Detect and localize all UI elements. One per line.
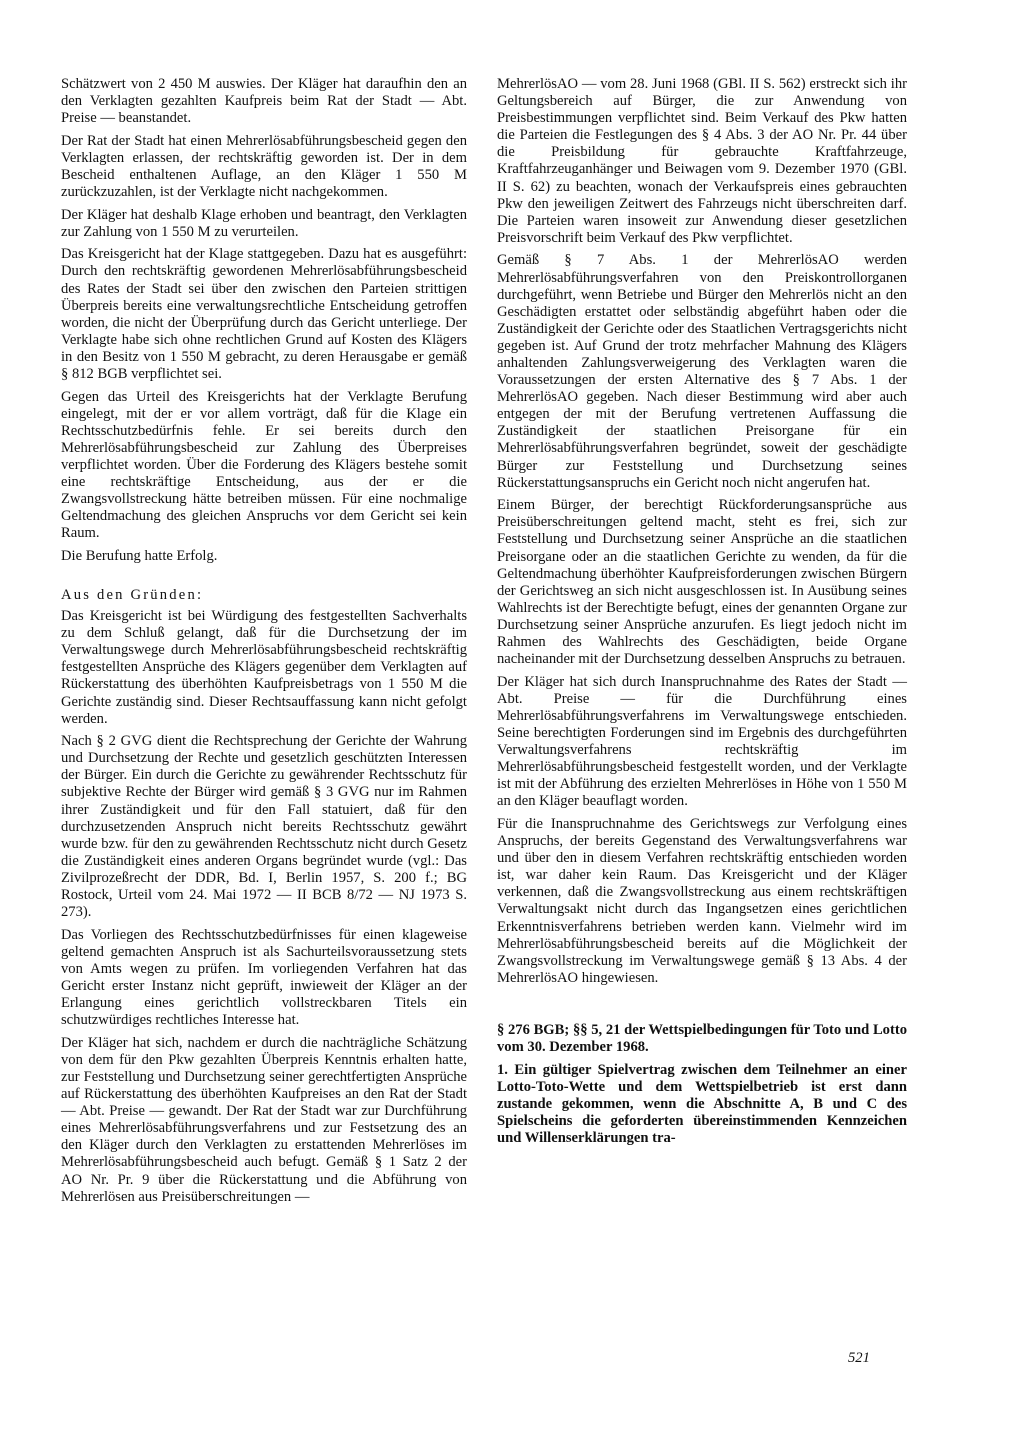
paragraph: MehrerlösAO — vom 28. Juni 1968 (GBl. II S. 562) erstreckt sich ihr Geltungsbereich auf Bürger, die zur Anwendung von Preisbestimmungen verpflichtet sind. Beim Verkauf des Pkw hatten die Parteien die Festlegungen des § 4 Abs. 3 der AO Nr. Pr. 44 über die Preisbildung für gebrauchte Kraftfahrzeuge, Kraftfahrzeuganhänger und Beiwagen vom 9. Dezember 1970 (GBl. II S. 62) zu beachten, wonach der Verkaufspreis eines gebrauchten Pkw den jeweiligen Zeitwert des Fahrzeugs nicht überschreiten darf. Die Parteien waren insoweit zur Anwendung dieser gesetzlichen Preisvorschrift beim Verkauf des Pkw verpflichtet. <box>497 76 907 246</box>
paragraph: Die Berufung hatte Erfolg. <box>61 547 218 564</box>
paragraph: Schätzwert von 2 450 M auswies. Der Kläger hat daraufhin den an den Verklagten gezahlten Kaufpreis beim Rat der Stadt — Abt. Preise — beanstandet. <box>61 76 467 127</box>
paragraph: Der Kläger hat sich durch Inanspruchnahme des Rates der Stadt — Abt. Preise — für die Durchführung eines Mehrerlösabführungsverfahrens im Verwaltungswege entschieden. Seine berechtigten Forderungen sind im Ergebnis des durchgeführten Verwaltungsverfahrens rechtskräftig im Mehrerlösabführungsbescheid festgestellt worden, und der Verklagte ist mit der Abführung des erzielten Mehrerlöses in Höhe von 1 550 M an den Kläger beauflagt worden. <box>497 673 907 810</box>
paragraph: Gegen das Urteil des Kreisgerichts hat der Verklagte Berufung eingelegt, mit der er vor allem vorträgt, daß für die Klage ein Rechtsschutzbedürfnis fehle. Er sei bereits durch den Mehrerlösabführungsbescheid zur Zahlung des Überpreises verpflichtet worden. Über die Forderung des Klägers bestehe somit eine rechtskräftige Entscheidung, aus der er die Zwangsvollstreckung hätte betreiben müssen. Für eine nochmalige Geltendmachung des gleichen Anspruchs vor dem Gericht sei kein Raum. <box>61 388 467 542</box>
section-gap <box>497 992 907 1022</box>
paragraph: Der Kläger hat deshalb Klage erhoben und beantragt, den Verklagten zur Zahlung von 1 550 M zu verurteilen. <box>61 206 467 240</box>
paragraph: Für die Inanspruchnahme des Gerichtswegs zur Verfolgung eines Anspruchs, der bereits Gegenstand des Verwaltungsverfahrens war und über den in diesem Verfahren rechtskräftig entschieden worden ist, war daher kein Raum. Das Kreisgericht und der Kläger verkennen, daß die Zwangsvollstreckung aus einem rechtskräftigen Verwaltungsakt nicht durch das Ingangsetzen eines gerichtlichen Erkenntnisverfahrens betrieben werden kann. Vielmehr wird im Mehrerlösabführungsbescheid bereits auf die Möglichkeit der Zwangsvollstreckung im Verwaltungswege gemäß § 13 Abs. 4 der MehrerlösAO hingewiesen. <box>497 815 907 986</box>
right-column <box>497 76 907 1153</box>
paragraph: Das Kreisgericht hat der Klage stattgegeben. Dazu hat es ausgeführt: Durch den rechtskräftig gewordenen Mehrerlösabführungsbescheid des Rates der Stadt sei über den zwischen den Parteien strittigen Überpreis bereits eine verwaltungsrechtliche Entscheidung getroffen worden, die nicht der Überprüfung durch das Gericht unterliege. Der Verklagte habe sich ohne rechtlichen Grund auf Kosten des Klägers in den Besitz von 1 550 M gebracht, zu deren Herausgabe er gemäß § 812 BGB verpflichtet sei. <box>61 246 467 382</box>
paragraph: Gemäß § 7 Abs. 1 der MehrerlösAO werden Mehrerlösabführungsverfahren von den Preiskontrollorganen durchgeführt, wenn Betriebe und Bürger den Mehrerlös nicht an den Geschädigten erstattet oder selbständig abgeführt haben oder die Zuständigkeit der Gerichte oder des Staatlichen Vertragsgerichts nicht gegeben ist. Auf Grund der trotz mehrfacher Mahnung des Klägers anhaltenden Zahlungsverweigerung des Verklagten waren die Voraussetzungen der ersten Alternative des § 7 Abs. 1 der MehrerlösAO gegeben. Nach dieser Bestimmung wird aber auch entgegen der mit der Berufung vertretenen Auffassung die Zuständigkeit der staatlichen Preisorgane für ein Mehrerlösabführungsverfahren begründet, soweit der geschädigte Bürger zur Feststellung und Durchsetzung seines Rückerstattungsanspruchs ein Gericht noch nicht angerufen hat. <box>497 252 907 491</box>
paragraph: Das Kreisgericht ist bei Würdigung des festgestellten Sachverhalts zu dem Schluß gelangt, daß für die Durchsetzung der im Verwaltungswege durch Mehrerlösabführungsbescheid rechtskräftig festgestellten Ansprüche des Klägers gegenüber dem Verklagten auf Rückerstattung des überhöhten Kaufpreisbetrags von 1 550 M die Gerichte zuständig sind. Dieser Rechtsauffassung kann nicht gefolgt werden. <box>61 608 467 727</box>
paragraph: Nach § 2 GVG dient die Rechtsprechung der Gerichte der Wahrung und Durchsetzung der Rechte und gesetzlich geschützten Interessen der Bürger. Ein durch die Gerichte zu gewährender Rechtsschutz für subjektive Rechte der Bürger wird gemäß § 3 GVG nur im Rahmen ihrer Zuständigkeit und für den Fall statuiert, daß für den durchzusetzenden Anspruch nicht bereits Rechtsschutz gewährt wurde bzw. für den zu gewährenden Rechtsschutz nicht durch Gesetz die Zuständigkeit eines anderen Organs begründet wurde (vgl.: Das Zivilprozeßrecht der DDR, Bd. I, Berlin 1957, S. 200 f.; BG Rostock, Urteil vom 24. Mai 1972 — II BCB 8/72 — NJ 1973 S. 273). <box>61 733 467 921</box>
page-number: 521 <box>848 1350 870 1366</box>
section-heading-reasons: Aus den Gründen: <box>61 587 204 604</box>
paragraph: Das Vorliegen des Rechtsschutzbedürfnisses für einen klageweise geltend gemachten Anspruch ist als Sachurteilsvoraussetzung stets von Amts wegen zu prüfen. Im vorliegenden Verfahren hat das Gericht erster Instanz nicht geprüft, inwieweit der Kläger an der Erlangung eines gerichtlich vollstreckbaren Titels ein schutzwürdiges rechtliches Interesse hat. <box>61 926 467 1029</box>
left-column <box>61 76 467 1211</box>
paragraph: Der Rat der Stadt hat einen Mehrerlösabführungsbescheid gegen den Verklagten erlassen, der rechtskräftig geworden ist. Der in dem Bescheid enthaltenen Auflage, an den Kläger 1 550 M zurückzuzahlen, ist der Verklagte nicht nachgekommen. <box>61 132 467 201</box>
paragraph: Einem Bürger, der berechtigt Rückforderungsansprüche aus Preisüberschreitungen geltend macht, steht es frei, sich zur Feststellung und Durchsetzung seiner Ansprüche an die staatlichen Preisorgane oder an die staatlichen Gerichte zu wenden, da für die Geltendmachung überhöhter Kaufpreisforderungen zwischen Bürgern der Gerichtsweg an sich nicht ausgeschlossen ist. In Ausübung seines Wahlrechts ist der Berechtigte befugt, eines der genannten Organe zur Durchsetzung seiner Ansprüche anzurufen. Es liegt jedoch nicht im Rahmen des Wahlrechts des Geschädigten, beide Organe nacheinander mit der Durchsetzung desselben Anspruchs zu betrauen. <box>497 497 907 668</box>
decision-headnote: 1. Ein gültiger Spielvertrag zwischen dem Teilnehmer an einer Lotto-Toto-Wette und dem Wettspielbetrieb ist erst dann zustande gekommen, wenn die Abschnitte A, B und C des Spielscheins die geforderten übereinstimmenden Kennzeichen und Willenserklärungen tra- <box>497 1062 907 1147</box>
paragraph: Der Kläger hat sich, nachdem er durch die nachträgliche Schätzung von dem für den Pkw gezahlten Überpreis Kenntnis erhalten hatte, zur Feststellung und Durchsetzung seiner gerechtfertigten Ansprüche auf Rückerstattung des überhöhten Kaufpreises an den Rat der Stadt — Abt. Preise — gewandt. Der Rat der Stadt war zur Durchführung eines Mehrerlösabführungsverfahrens und zur Festsetzung des an den Kläger durch den Verklagten zu erstattenden Mehrerlöses im Mehrerlösabführungsbescheid auch befugt. Gemäß § 1 Satz 2 der AO Nr. Pr. 9 über die Rückerstattung und die Abführung von Mehrerlösen aus Preisüberschreitungen — <box>61 1034 467 1205</box>
decision-heading: § 276 BGB; §§ 5, 21 der Wettspielbedingungen für Toto und Lotto vom 30. Dezember 1968. <box>497 1022 907 1056</box>
